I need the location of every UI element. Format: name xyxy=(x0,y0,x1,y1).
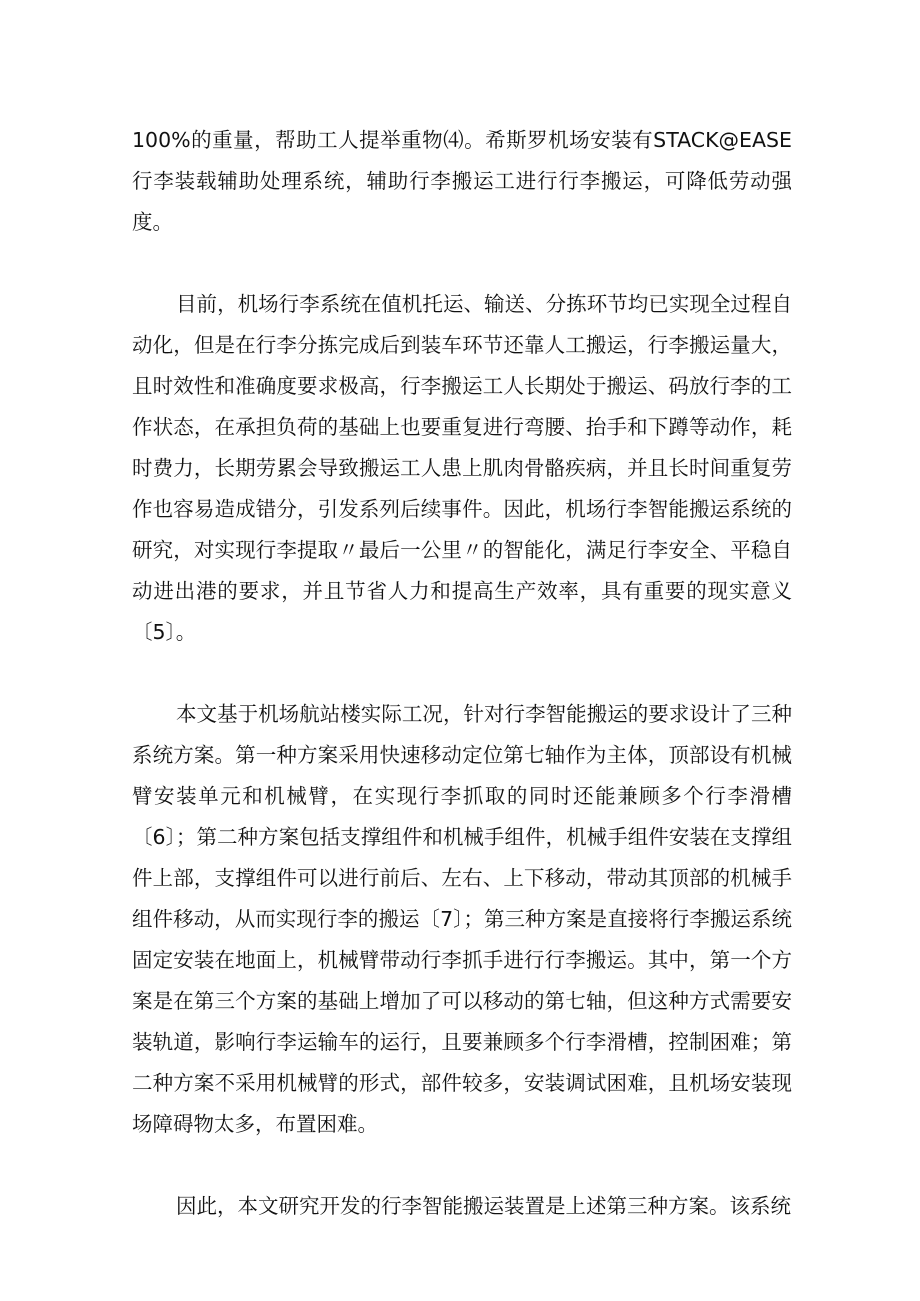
paragraph-2: 目前，机场行李系统在值机托运、输送、分拣环节均已实现全过程自动化，但是在行李分拣完成后到装车环节还靠人工搬运，行李搬运量大，且时效性和准确度要求极高，行李搬运工人长期处于搬运、码放行李的工作状态，在承担负荷的基础上也要重复进行弯腰、抬手和下蹲等动作，耗时费力，长期劳累会导致搬运工人患上肌肉骨骼疾病，并且长时间重复劳作也容易造成错分，引发系列后续事件。因此，机场行李智能搬运系统的研究，对实现行李提取〃最后一公里〃的智能化，满足行李安全、平稳自动进出港的要求，并且节省人力和提高生产效率，具有重要的现实意义〔5〕。 xyxy=(132,292,792,644)
body-text xyxy=(132,120,792,1227)
paragraph-4: 因此，本文研究开发的行李智能搬运装置是上述第三种方案。该系统 xyxy=(176,1194,791,1218)
paragraph-1: 100%的重量，帮助工人提举重物⑷。希斯罗机场安装有STACK@EASE行李装载辅助处理系统，辅助行李搬运工进行行李搬运，可降低劳动强度。 xyxy=(132,128,792,234)
paragraph-3: 本文基于机场航站楼实际工况，针对行李智能搬运的要求设计了三种系统方案。第一种方案采用快速移动定位第七轴作为主体，顶部设有机械臂安装单元和机械臂，在实现行李抓取的同时还能兼顾多个行李滑槽〔6〕；第二种方案包括支撑组件和机械手组件，机械手组件安装在支撑组件上部，支撑组件可以进行前后、左右、上下移动，带动其顶部的机械手组件移动，从而实现行李的搬运〔7〕；第三种方案是直接将行李搬运系统固定安装在地面上，机械臂带动行李抓手进行行李搬运。其中，第一个方案是在第三个方案的基础上增加了可以移动的第七轴，但这种方式需要安装轨道，影响行李运输车的运行，且要兼顾多个行李滑槽，控制困难；第二种方案不采用机械臂的形式，部件较多，安装调试困难，且机场安装现场障碍物太多，布置困难。 xyxy=(132,702,792,1136)
